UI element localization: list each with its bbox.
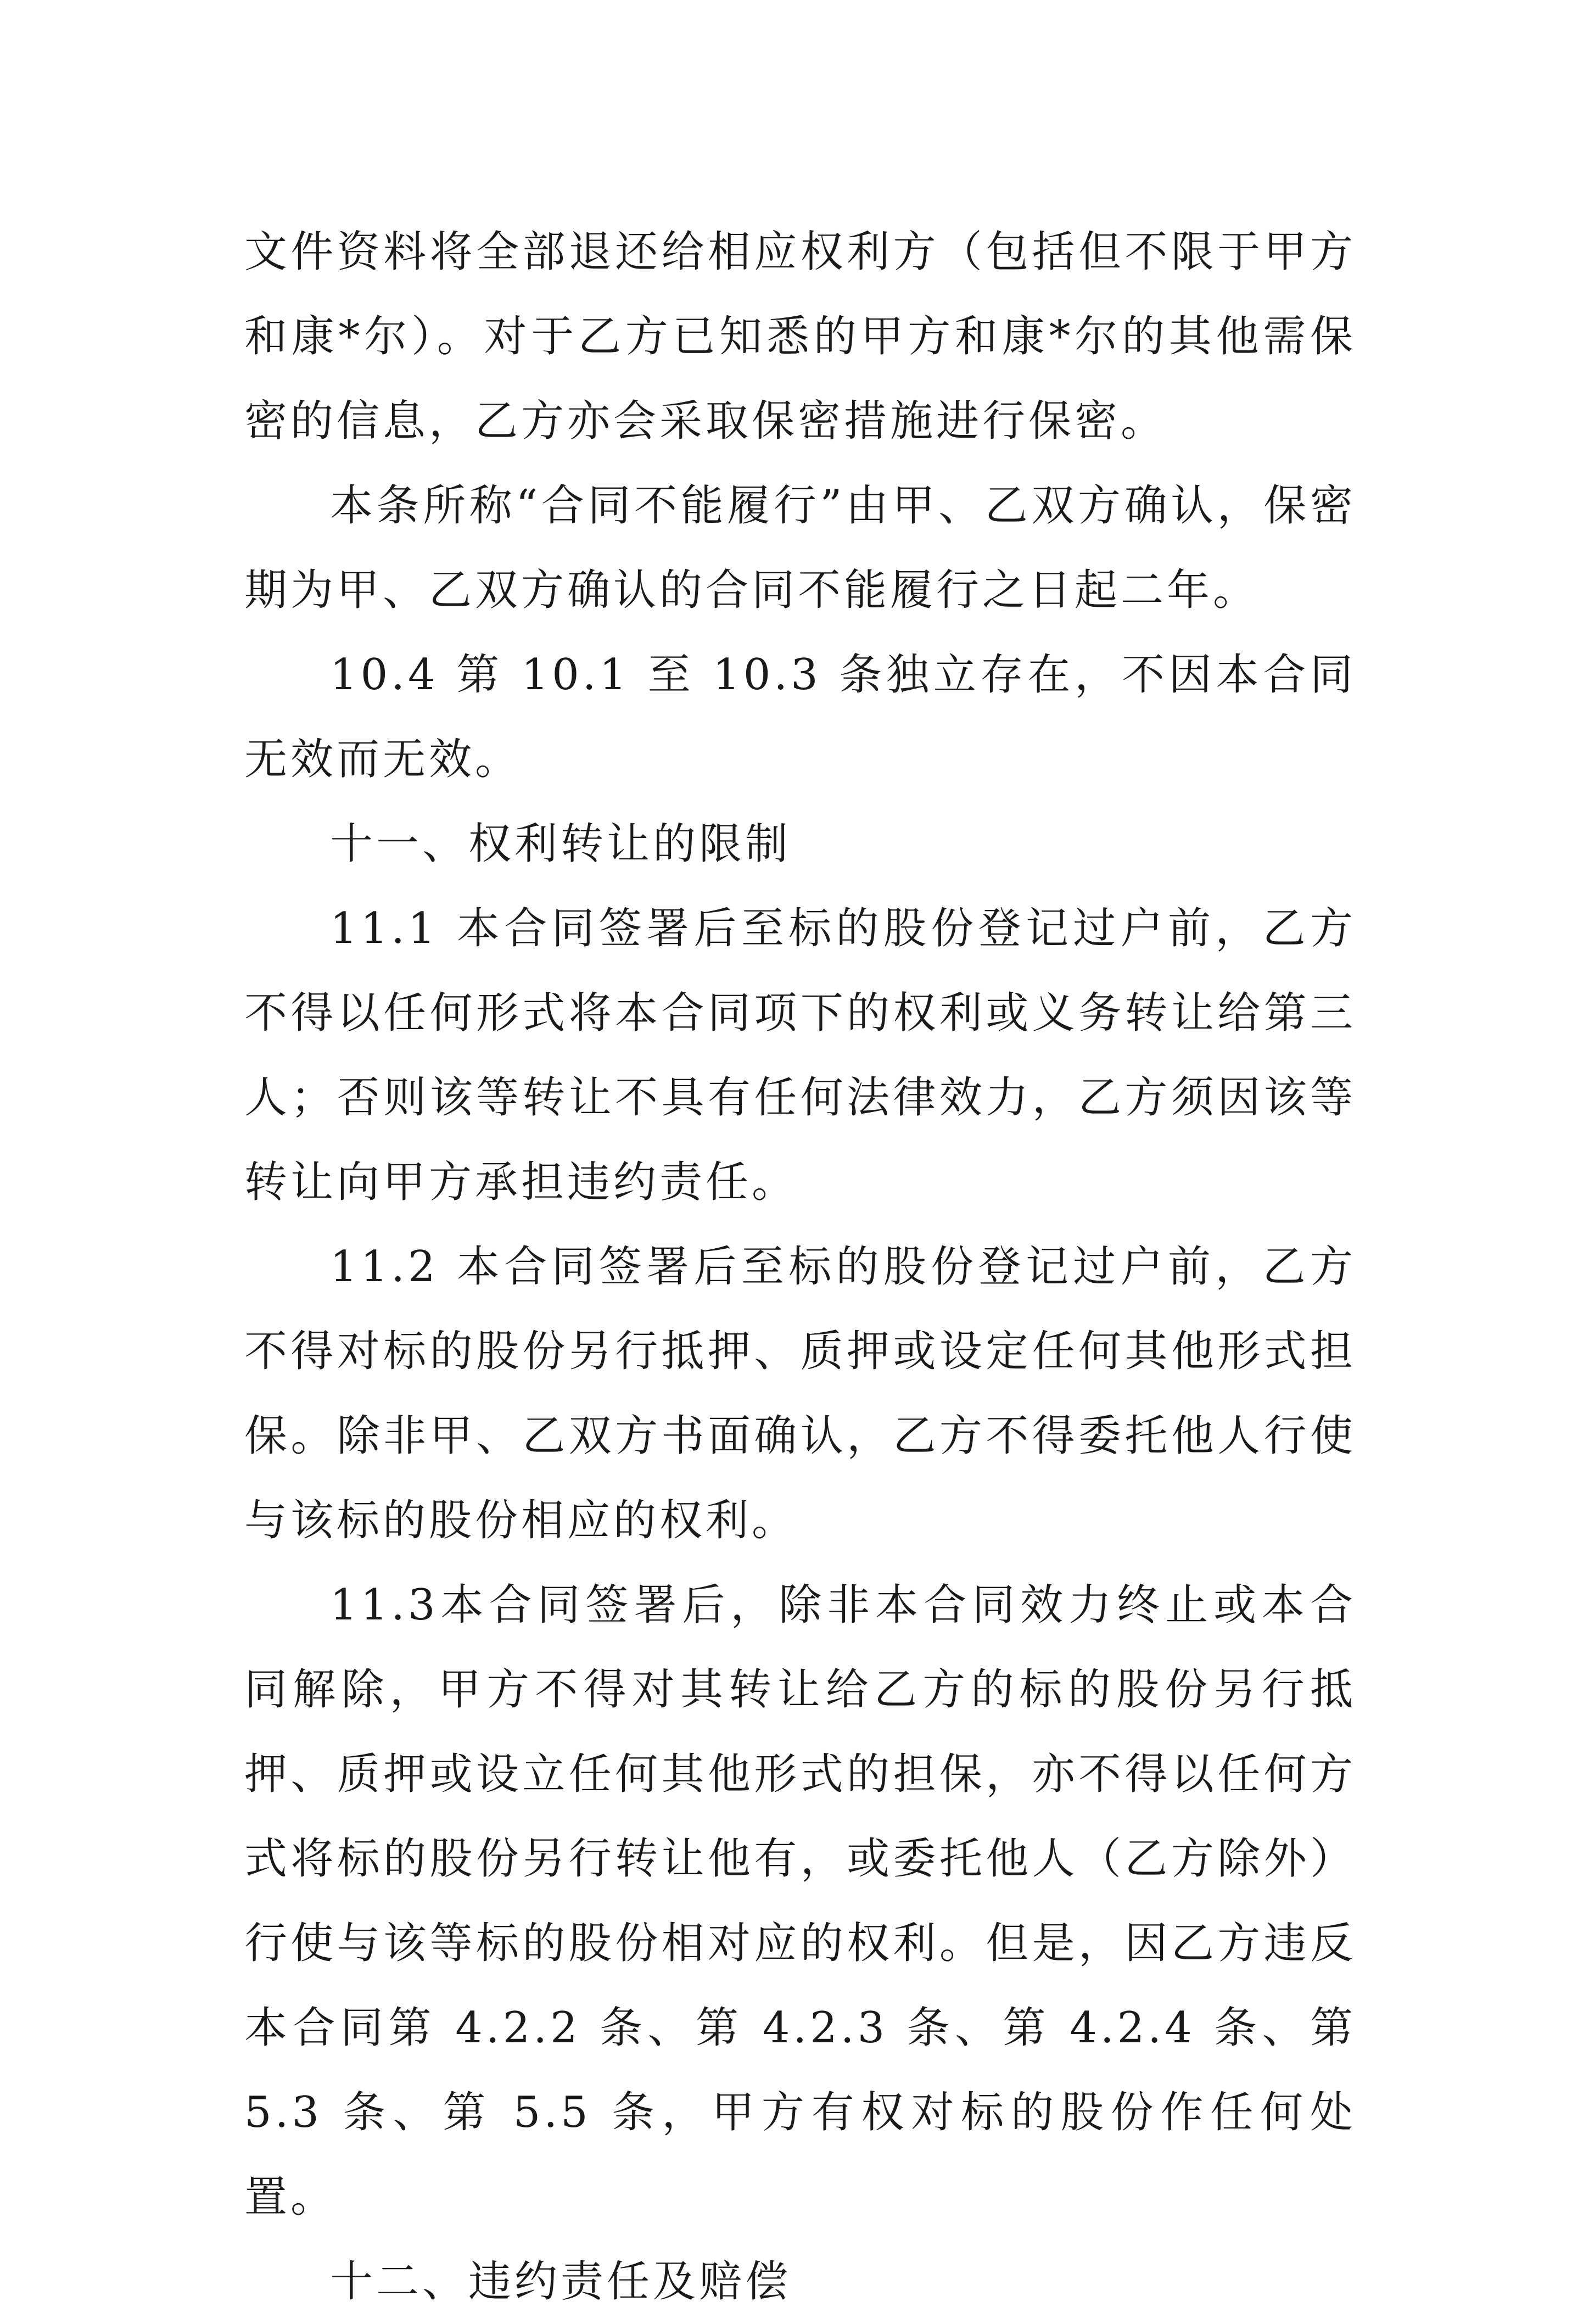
document-body	[244, 210, 1356, 2324]
paragraph-confidential-materials: 文件资料将全部退还给相应权利方（包括但不限于甲方和康*尔）。对于乙方已知悉的甲方和康*尔的其他需保密的信息，乙方亦会采取保密措施进行保密。	[244, 227, 1356, 446]
paragraph-clause-11-2: 11.2 本合同签署后至标的股份登记过户前，乙方不得对标的股份另行抵押、质押或设定任何其他形式担保。除非甲、乙双方书面确认，乙方不得委托他人行使与该标的股份相应的权利。	[244, 1242, 1356, 1545]
paragraph-clause-10-4: 10.4 第 10.1 至 10.3 条独立存在，不因本合同无效而无效。	[244, 650, 1356, 784]
section-heading-12: 十二、违约责任及赔偿	[330, 2257, 792, 2306]
paragraph-contract-nonperformance: 本条所称“合同不能履行”由甲、乙双方确认，保密期为甲、乙双方确认的合同不能履行之日起二年。	[244, 481, 1356, 615]
paragraph-clause-11-3: 11.3本合同签署后，除非本合同效力终止或本合同解除，甲方不得对其转让给乙方的标的股份另行抵押、质押或设立任何其他形式的担保，亦不得以任何方式将标的股份另行转让他有，或委托他人（乙方除外）行使与该等标的股份相对应的权利。但是，因乙方违反本合同第 4.2.2 条、第 4.2.3 条、第 4.2.4 条、第 5.3 条、第 5.5 条，甲方有权对标的股份作任何处置。	[244, 1580, 1356, 2222]
paragraph-clause-11-1: 11.1 本合同签署后至标的股份登记过户前，乙方不得以任何形式将本合同项下的权利或义务转让给第三人；否则该等转让不具有任何法律效力，乙方须因该等转让向甲方承担违约责任。	[244, 904, 1356, 1207]
section-heading-11: 十一、权利转让的限制	[330, 819, 792, 869]
